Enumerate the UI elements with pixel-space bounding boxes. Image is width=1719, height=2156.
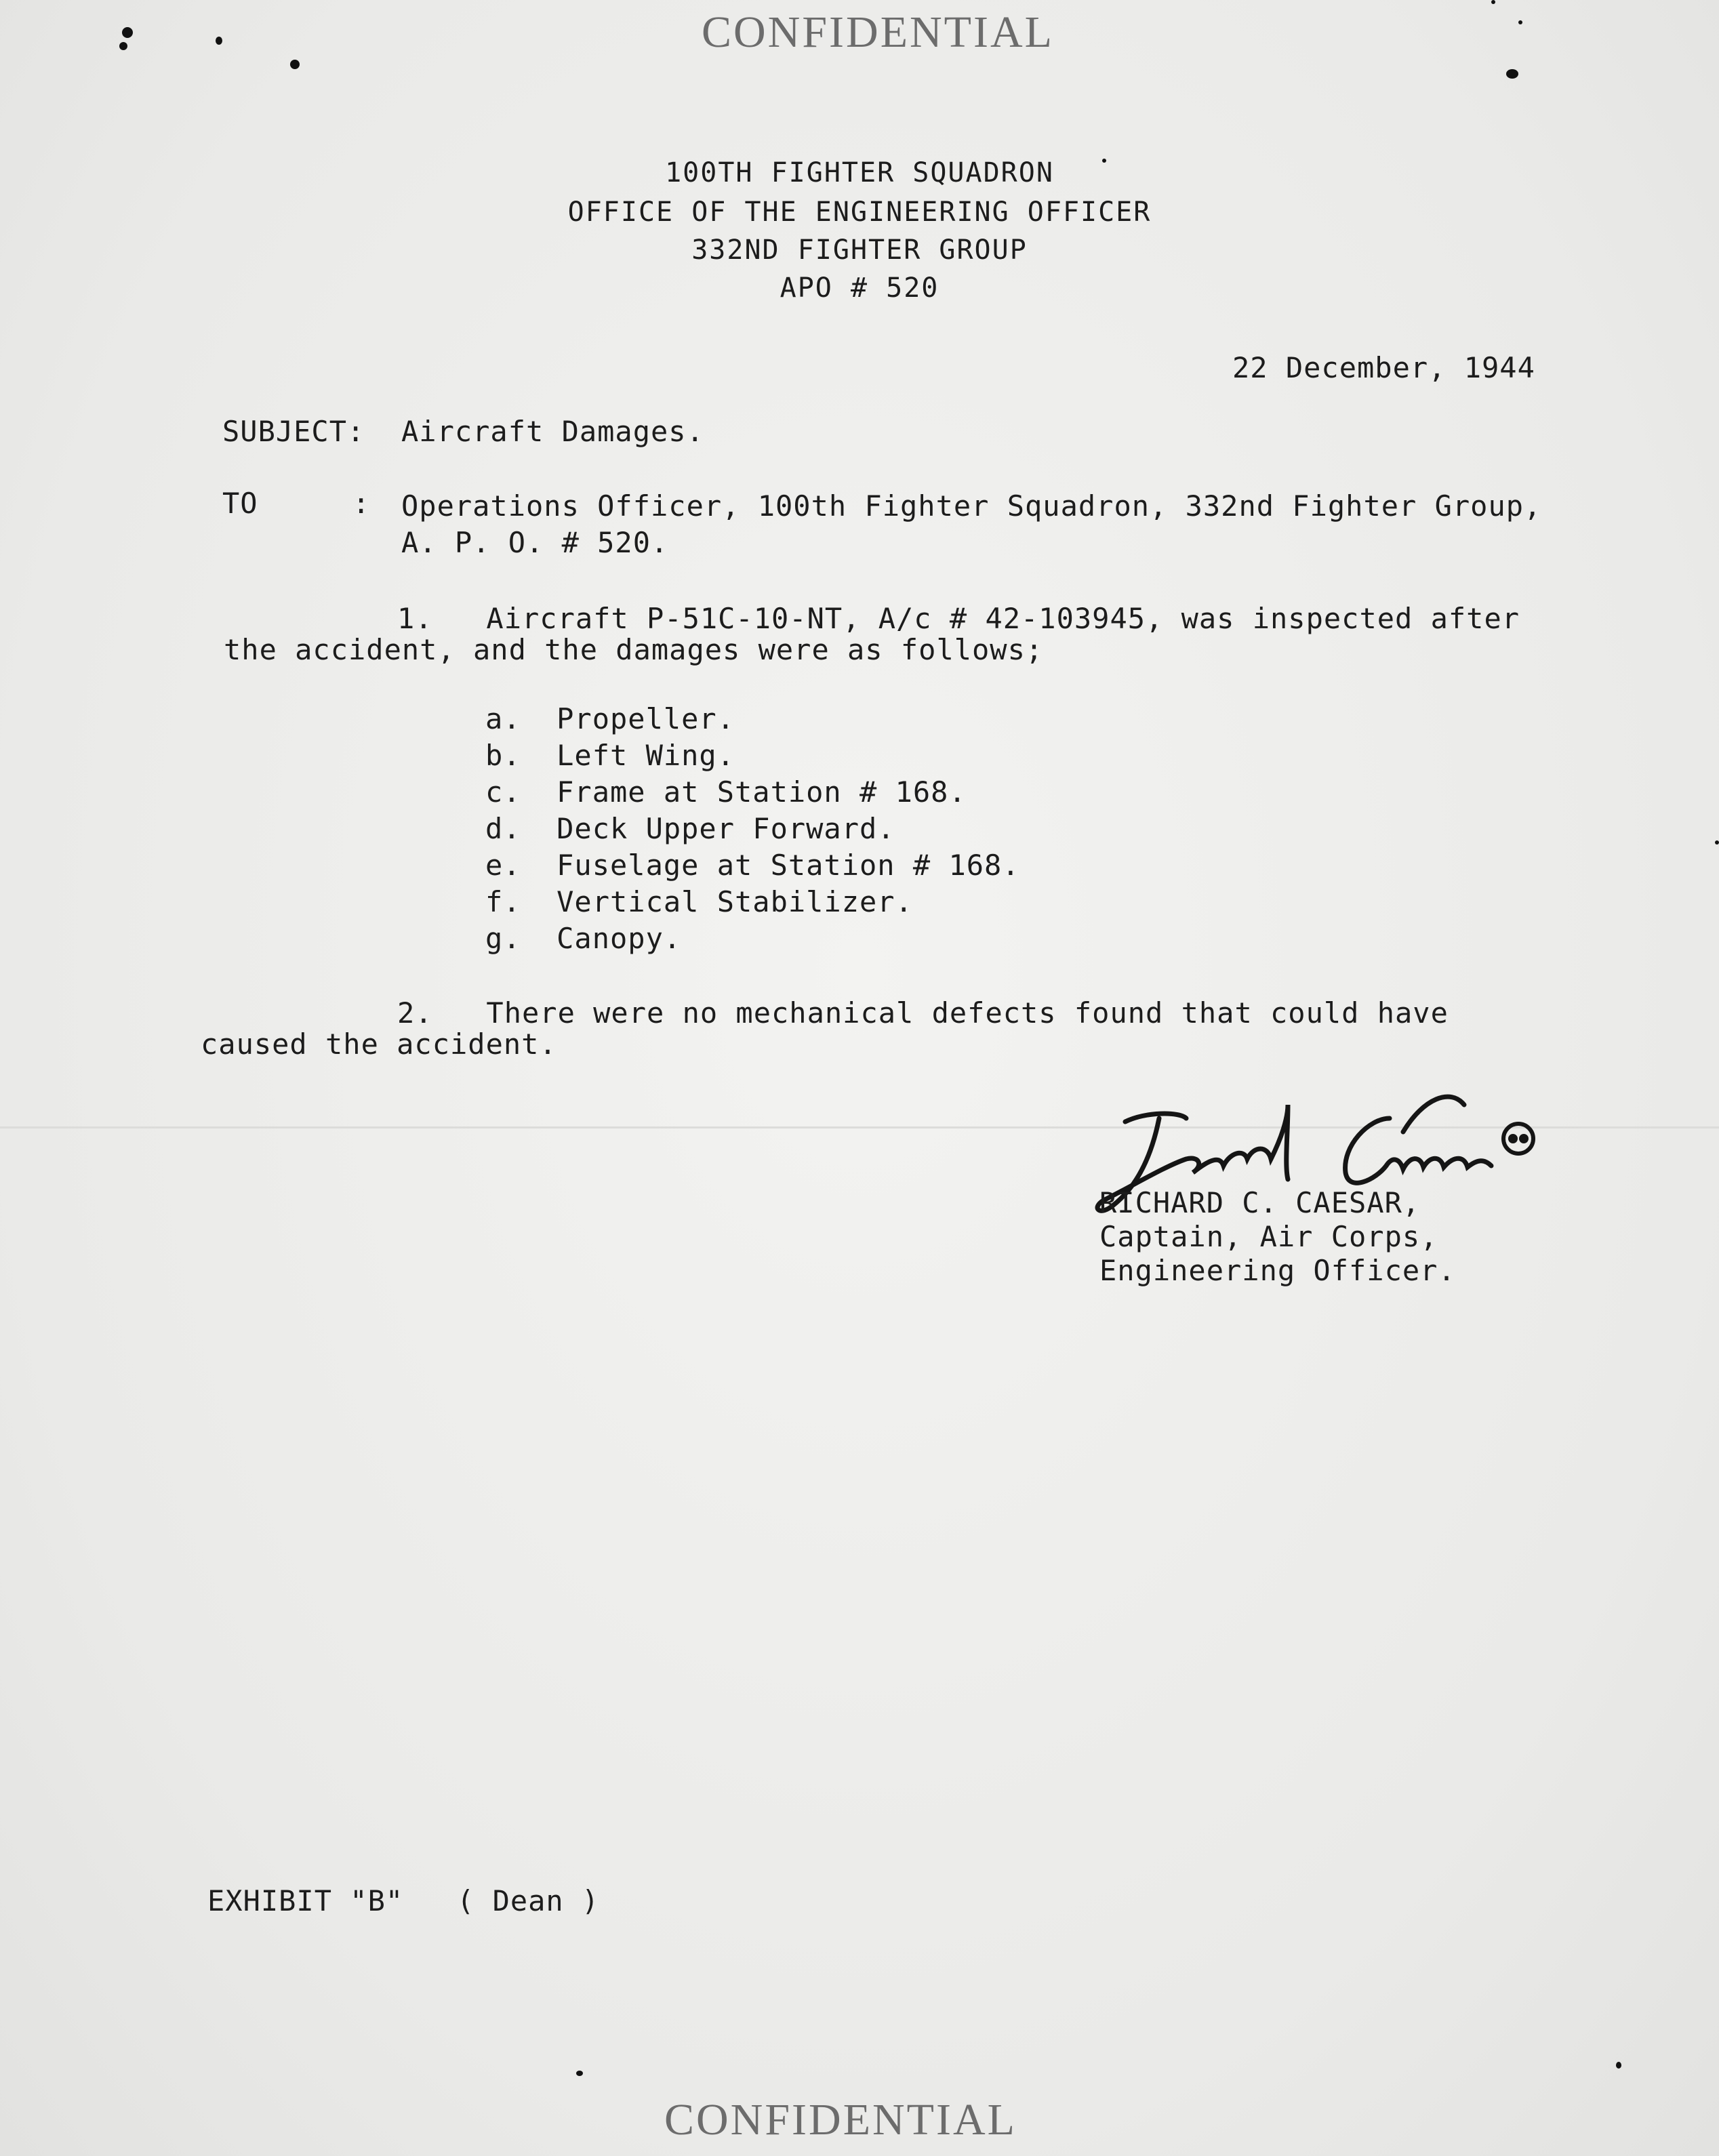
damage-item-a: a. Propeller.: [485, 702, 735, 735]
header-line-3: 332ND FIGHTER GROUP: [691, 235, 1028, 266]
paragraph-1-line-2: the accident, and the damages were as follows;: [224, 633, 1044, 666]
damage-item-f: f. Vertical Stabilizer.: [485, 885, 913, 918]
damage-item-c: c. Frame at Station # 168.: [485, 775, 967, 809]
damage-item-b: b. Left Wing.: [485, 739, 735, 772]
scan-speck: [1102, 159, 1106, 163]
signature-name: RICHARD C. CAESAR,: [1099, 1186, 1421, 1219]
scan-speck: [216, 37, 222, 45]
signature-title: Engineering Officer.: [1099, 1254, 1456, 1287]
paragraph-2-line-2: caused the accident.: [201, 1028, 557, 1061]
scan-speck: [1518, 20, 1522, 24]
scan-speck: [119, 42, 127, 50]
to-line-1: Operations Officer, 100th Fighter Squadron, 332nd Fighter Group,: [401, 489, 1542, 523]
damage-item-d: d. Deck Upper Forward.: [485, 812, 895, 845]
confidential-stamp-bottom: CONFIDENTIAL: [664, 2095, 1017, 2144]
subject-label: SUBJECT:: [222, 415, 365, 448]
document-date: 22 December, 1944: [1232, 351, 1535, 384]
damage-item-e: e. Fuselage at Station # 168.: [485, 849, 1020, 882]
scan-speck: [122, 27, 133, 38]
scan-speck: [576, 2071, 583, 2076]
scan-speck: [1715, 840, 1719, 845]
confidential-stamp-top: CONFIDENTIAL: [702, 7, 1054, 57]
header-line-2: OFFICE OF THE ENGINEERING OFFICER: [567, 197, 1152, 228]
scan-speck: [1491, 0, 1495, 4]
to-colon: :: [352, 487, 371, 520]
scan-speck: [1506, 69, 1518, 79]
paragraph-2-line-1: 2. There were no mechanical defects found that could have: [397, 996, 1449, 1030]
exhibit-label: EXHIBIT "B" ( Dean ): [207, 1884, 600, 1917]
damage-item-g: g. Canopy.: [485, 922, 682, 955]
to-label: TO: [222, 487, 258, 520]
header-line-4: APO # 520: [780, 272, 939, 304]
scan-speck: [1616, 2062, 1621, 2069]
paragraph-1-line-1: 1. Aircraft P-51C-10-NT, A/c # 42-103945, was inspected after: [397, 602, 1520, 635]
signature-rank: Captain, Air Corps,: [1099, 1220, 1438, 1253]
header-line-1: 100TH FIGHTER SQUADRON: [665, 157, 1054, 188]
scan-speck: [290, 60, 300, 69]
to-line-2: A. P. O. # 520.: [401, 526, 669, 559]
subject-text: Aircraft Damages.: [401, 415, 704, 448]
